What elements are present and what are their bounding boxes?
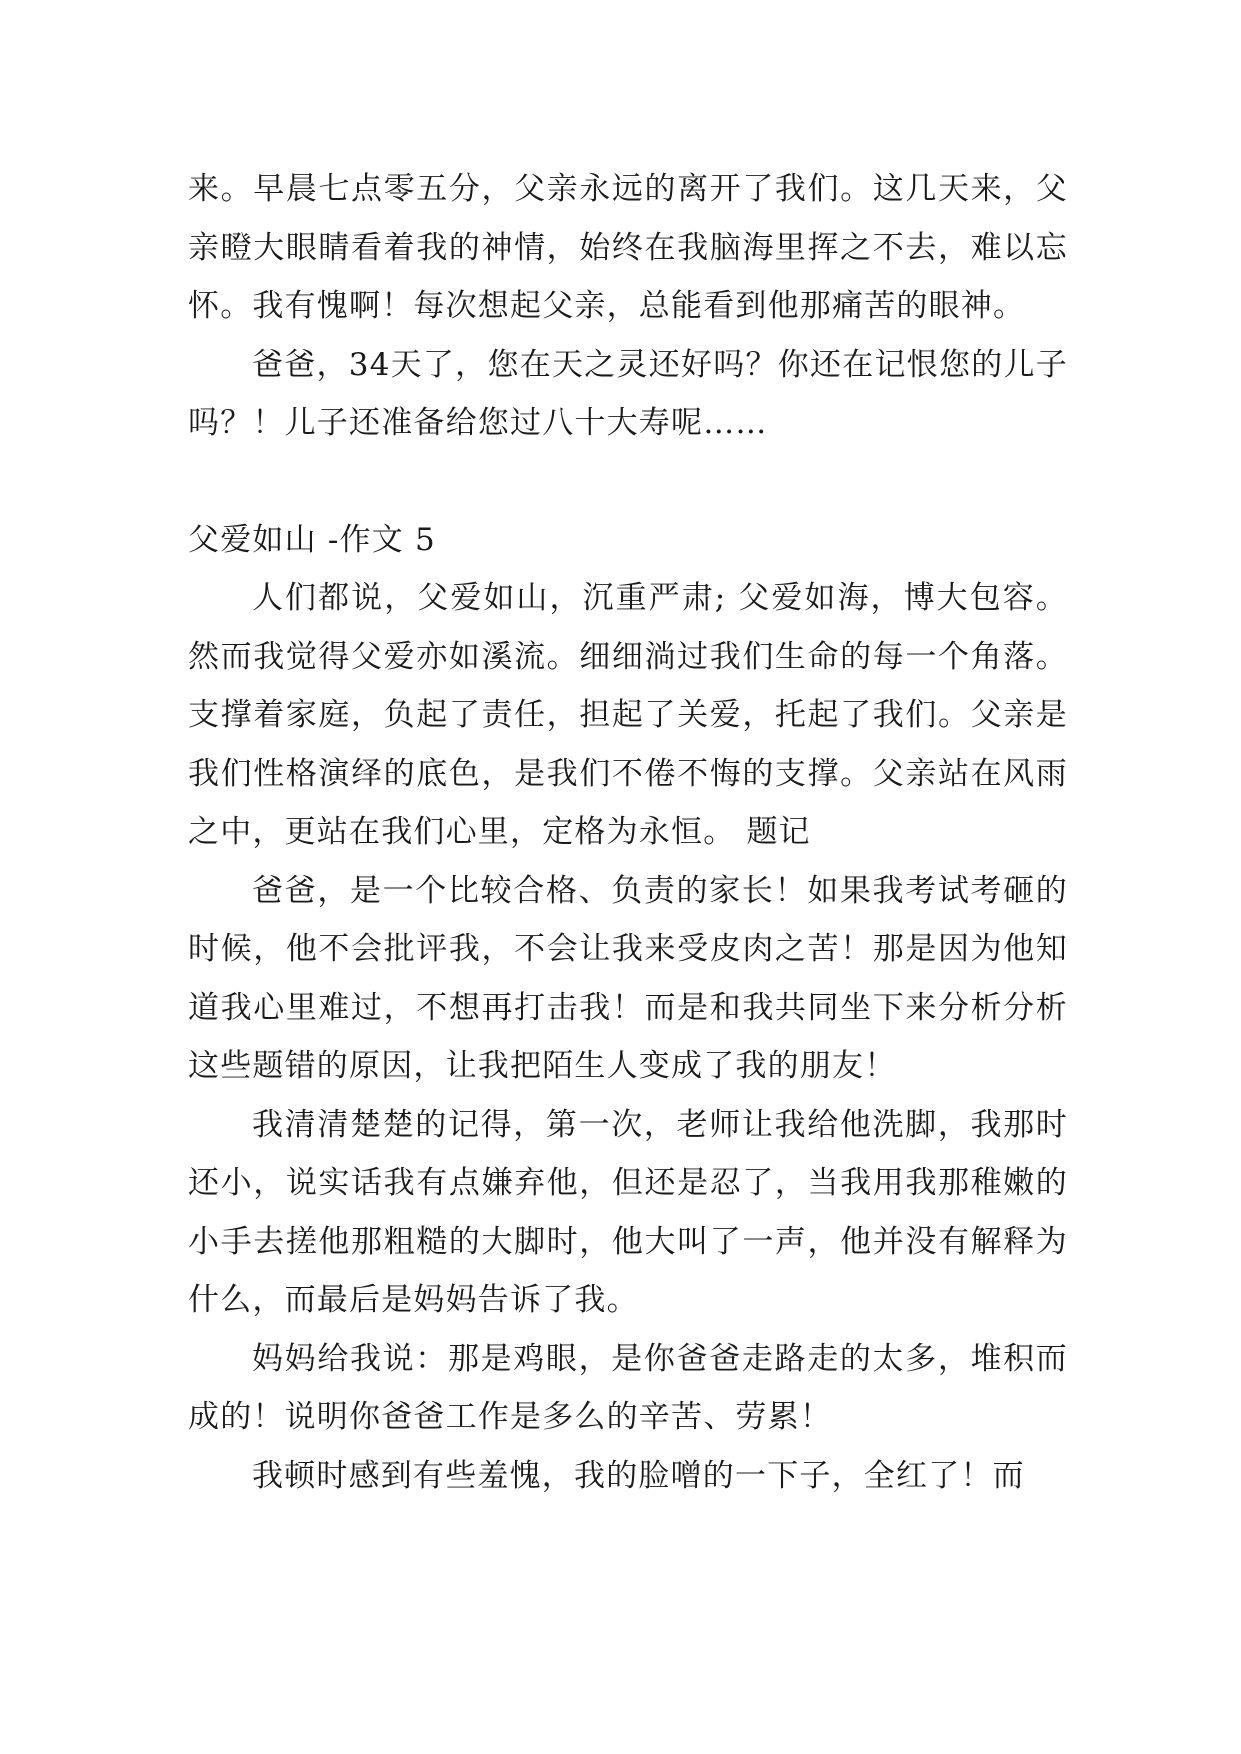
- section-gap: [188, 453, 1068, 511]
- paragraph: 我顿时感到有些羞愧，我的脸噌的一下子，全红了！而: [252, 1457, 1025, 1494]
- section-title: 父爱如山 -作文 5: [188, 521, 436, 558]
- paragraph: 我清清楚楚的记得，第一次，老师让我给他洗脚，我那时还小，说实话我有点嫌弃他，但还是忍了，当我用我那稚嫩的小手去搓他那粗糙的大脚时，他大叫了一声，他并没有解释为什么，而最后是妈妈告诉了我。: [188, 1106, 1068, 1318]
- paragraph: 人们都说，父爱如山，沉重严肃; 父爱如海，博大包容。然而我觉得父爱亦如溪流。细细淌过我们生命的每一个角落。支撑着家庭，负起了责任，担起了关爱，托起了我们。父亲是我们性格演绎的底色，是我们不倦不悔的支撑。父亲站在风雨之中，更站在我们心里，定格为永恒。 题记: [188, 580, 1068, 850]
- paragraph-continuation: 来。早晨七点零五分，父亲永远的离开了我们。这几天来，父亲瞪大眼睛看着我的神情，始终在我脑海里挥之不去，难以忘怀。我有愧啊！每次想起父亲，总能看到他那痛苦的眼神。: [188, 171, 1068, 324]
- paragraph: 爸爸，是一个比较合格、负责的家长！如果我考试考砸的时候，他不会批评我，不会让我来受皮肉之苦！那是因为他知道我心里难过，不想再打击我！而是和我共同坐下来分析分析这些题错的原因，让我把陌生人变成了我的朋友！: [188, 872, 1068, 1084]
- paragraph: 妈妈给我说：那是鸡眼，是你爸爸走路走的太多，堆积而成的！说明你爸爸工作是多么的辛苦、劳累！: [188, 1340, 1068, 1435]
- document-body: [188, 160, 1068, 1505]
- paragraph: 爸爸，34天了，您在天之灵还好吗？你还在记恨您的儿子吗？！儿子还准备给您过八十大寿呢……: [188, 346, 1068, 441]
